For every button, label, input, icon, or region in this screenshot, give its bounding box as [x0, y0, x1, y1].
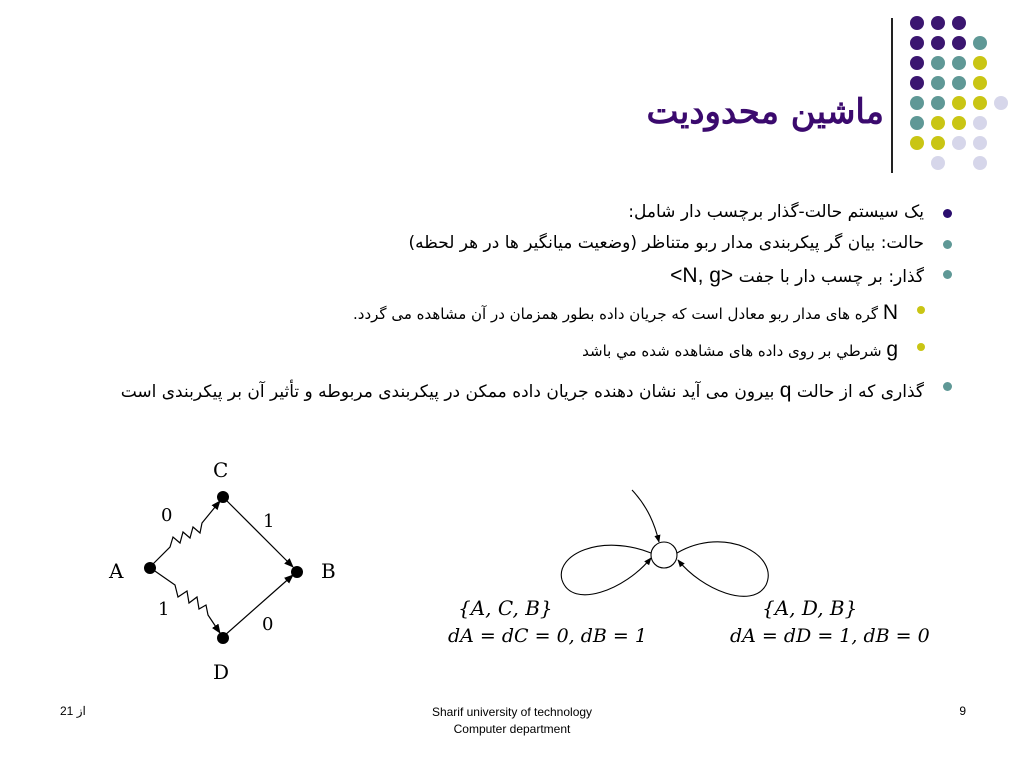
bullet-text: گذار: بر چسب دار با جفت [738, 267, 924, 288]
left-transition-set: {A, C, B} [458, 596, 553, 620]
edge-c-b [224, 498, 293, 567]
decor-dot [952, 96, 966, 110]
bullet-item [92, 335, 952, 365]
decor-dot [931, 96, 945, 110]
footer-institution [380, 704, 644, 739]
footer-department: Computer department [453, 722, 571, 737]
decor-dot [931, 156, 945, 170]
node-label-c: C [213, 458, 229, 482]
decor-dot [931, 56, 945, 70]
incoming-transition [632, 490, 659, 542]
decor-dot [910, 116, 924, 130]
decor-dot [910, 76, 924, 90]
bullet-item [92, 261, 952, 291]
decor-dot [952, 76, 966, 90]
bullet-item [92, 231, 952, 256]
node-d [217, 632, 229, 644]
decor-dot [994, 96, 1008, 110]
decor-dot [931, 16, 945, 30]
decor-dot [973, 76, 987, 90]
node-label-b: B [321, 559, 336, 583]
decor-dot [931, 116, 945, 130]
decor-dot [952, 16, 966, 30]
footer-university: Sharif university of technology [431, 705, 593, 719]
decor-dot [931, 136, 945, 150]
title-divider [891, 18, 893, 173]
bullet-text: گره های مدار ربو معادل است که جریان داده بطور همزمان در آن مشاهده می گردد. [353, 304, 879, 323]
decor-dot [952, 36, 966, 50]
decor-dot [910, 136, 924, 150]
bullet-item [92, 298, 952, 328]
decor-dot [973, 116, 987, 130]
bullet-marker [917, 343, 925, 351]
bullet-item [92, 373, 952, 409]
bullet-latin-term: g [886, 338, 898, 362]
bullet-item [92, 200, 952, 225]
bullet-text: شرطي بر روی داده های مشاهده شده مي باشد [582, 342, 882, 361]
bullet-text: حالت: بیان گر پیکربندی مدار ربو متناظر (وضعیت میانگیر ها در هر لحظه) [408, 232, 924, 253]
decor-dot [910, 36, 924, 50]
node-b [291, 566, 303, 578]
bullet-marker [943, 382, 952, 391]
bullet-marker [943, 270, 952, 279]
constraint-state-diagram [440, 485, 930, 655]
self-loop-right [677, 542, 768, 596]
right-transition-set: {A, D, B} [762, 596, 858, 620]
decor-dot [973, 56, 987, 70]
footer-total-pages: 21 از [60, 704, 86, 718]
bullet-latin-term: N [882, 300, 898, 324]
bullet-latin-term: <N, g> [670, 264, 734, 288]
edge-label-c-b: 1 [263, 511, 275, 532]
left-transition-condition: dA = dC = 0, dB = 1 [448, 625, 647, 647]
decor-dot [931, 36, 945, 50]
node-label-d: D [213, 660, 230, 684]
node-label-a: A [109, 559, 124, 583]
page-number: 9 [959, 704, 966, 718]
bullet-list [92, 200, 952, 414]
decor-dot [973, 156, 987, 170]
node-a [144, 562, 156, 574]
decor-dot [952, 56, 966, 70]
bullet-latin-term: q [779, 378, 792, 402]
self-loop-left [561, 545, 651, 595]
decor-dot [910, 96, 924, 110]
bullet-marker [943, 240, 952, 249]
slide-title: ماشین محدودیت [646, 92, 884, 132]
bullet-text: یک سیستم حالت-گذار برچسب دار شامل: [628, 202, 924, 222]
decor-dot [973, 136, 987, 150]
edge-label-a-c: 0 [161, 505, 173, 526]
bullet-marker [917, 306, 925, 314]
decor-dot [910, 16, 924, 30]
state-node [651, 542, 677, 568]
bullet-text: گذاری که از حالت [796, 381, 924, 402]
decor-dot [931, 76, 945, 90]
decor-dot [910, 56, 924, 70]
bullet-text: بیرون می آید نشان دهنده جریان داده ممکن در پیکربندی مربوطه و تأثیر آن بر پیکربندی است [120, 381, 775, 402]
decor-dot [952, 136, 966, 150]
decor-dot [952, 116, 966, 130]
circuit-graph-diagram [95, 455, 355, 690]
bullet-marker [943, 209, 952, 218]
right-transition-condition: dA = dD = 1, dB = 0 [730, 625, 930, 647]
edge-label-d-b: 0 [262, 614, 274, 635]
edge-d-b [224, 575, 293, 636]
edge-label-a-d: 1 [158, 599, 170, 620]
decor-dot [973, 36, 987, 50]
decor-dot [973, 96, 987, 110]
decorative-dot-grid [906, 14, 1006, 164]
node-c [217, 491, 229, 503]
